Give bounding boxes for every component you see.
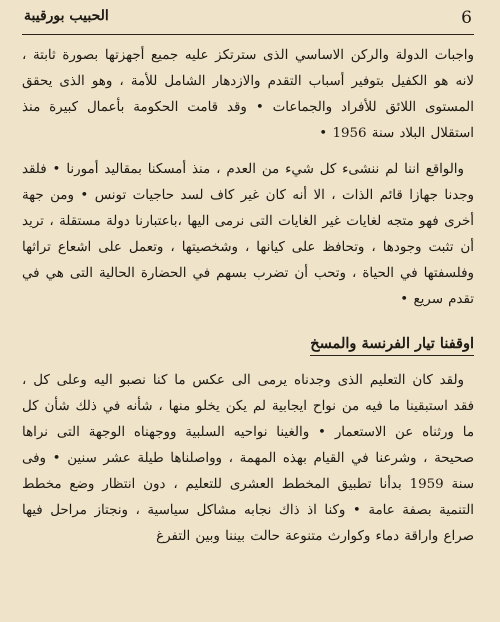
page-header [22,6,474,35]
paragraph-3: ولقد كان التعليم الذى وجدناه يرمى الى عكس ما كنا نصبو اليه وعلى كل ، فقد استبقينا ما فيه من نواح ايجابية لم يكن يخلو منها ، شأنه في ذلك شأن كل ما ورثناه عن الاستعمار • والغينا نواحيه السلبية ووجهناه الوجهة التى نراها صحيحة ، وشرعنا في القيام بهذه المهمة ، وواصلناها طيلة عشر سنين • وفى سنة 1959 بدأنا تطبيق المخطط العشرى للتعليم ، دون انتظار وضع مخطط التنمية بصفة عامة • وكنا اذ ذاك نجابه مشاكل سياسية ، ونجتاز مراحل فيها صراع واراقة دماء وكوارث متنوعة حالت بيننا وبين التفرغ [22,373,474,544]
section-heading-text: اوقفنا تيار الفرنسة والمسخ [310,335,474,356]
paragraph-2: والواقع اننا لم ننشىء كل شيء من العدم ، منذ أمسكنا بمقاليد أمورنا • فلقد وجدنا جهازا قائم الذات ، الا أنه كان غير كاف لسد حاجيات تونس • ومن جهة أخرى فهو متجه لغايات غير الغايات التى نرمى اليها ،باعتبارنا دولة مستقلة ، تريد أن تثبت وجودها ، وتحافظ على كيانها ، وشخصيتها ، وتعمل على اشعاع تراثها وفلسفتها في الحياة ، وتحب أن تضرب بسهم في الحضارة الحالية التى هي في تقدم سريع • [22,162,474,307]
section-heading [22,335,474,356]
paragraph-1: واجبات الدولة والركن الاساسي الذى سترتكز عليه جميع أجهزتها بصورة ثابتة ، لانه هو الكفيل بتوفير أسباب التقدم والازدهار الشامل للأمة ، وهو الذى يحقق المستوى اللائق للأفراد والجماعات • وقد قامت الحكومة بأعمال كبيرة منذ استقلال البلاد سنة 1956 • [22,48,474,141]
page-number: 6 [461,8,472,28]
running-head: الحبيب بورقيبة [24,8,109,24]
